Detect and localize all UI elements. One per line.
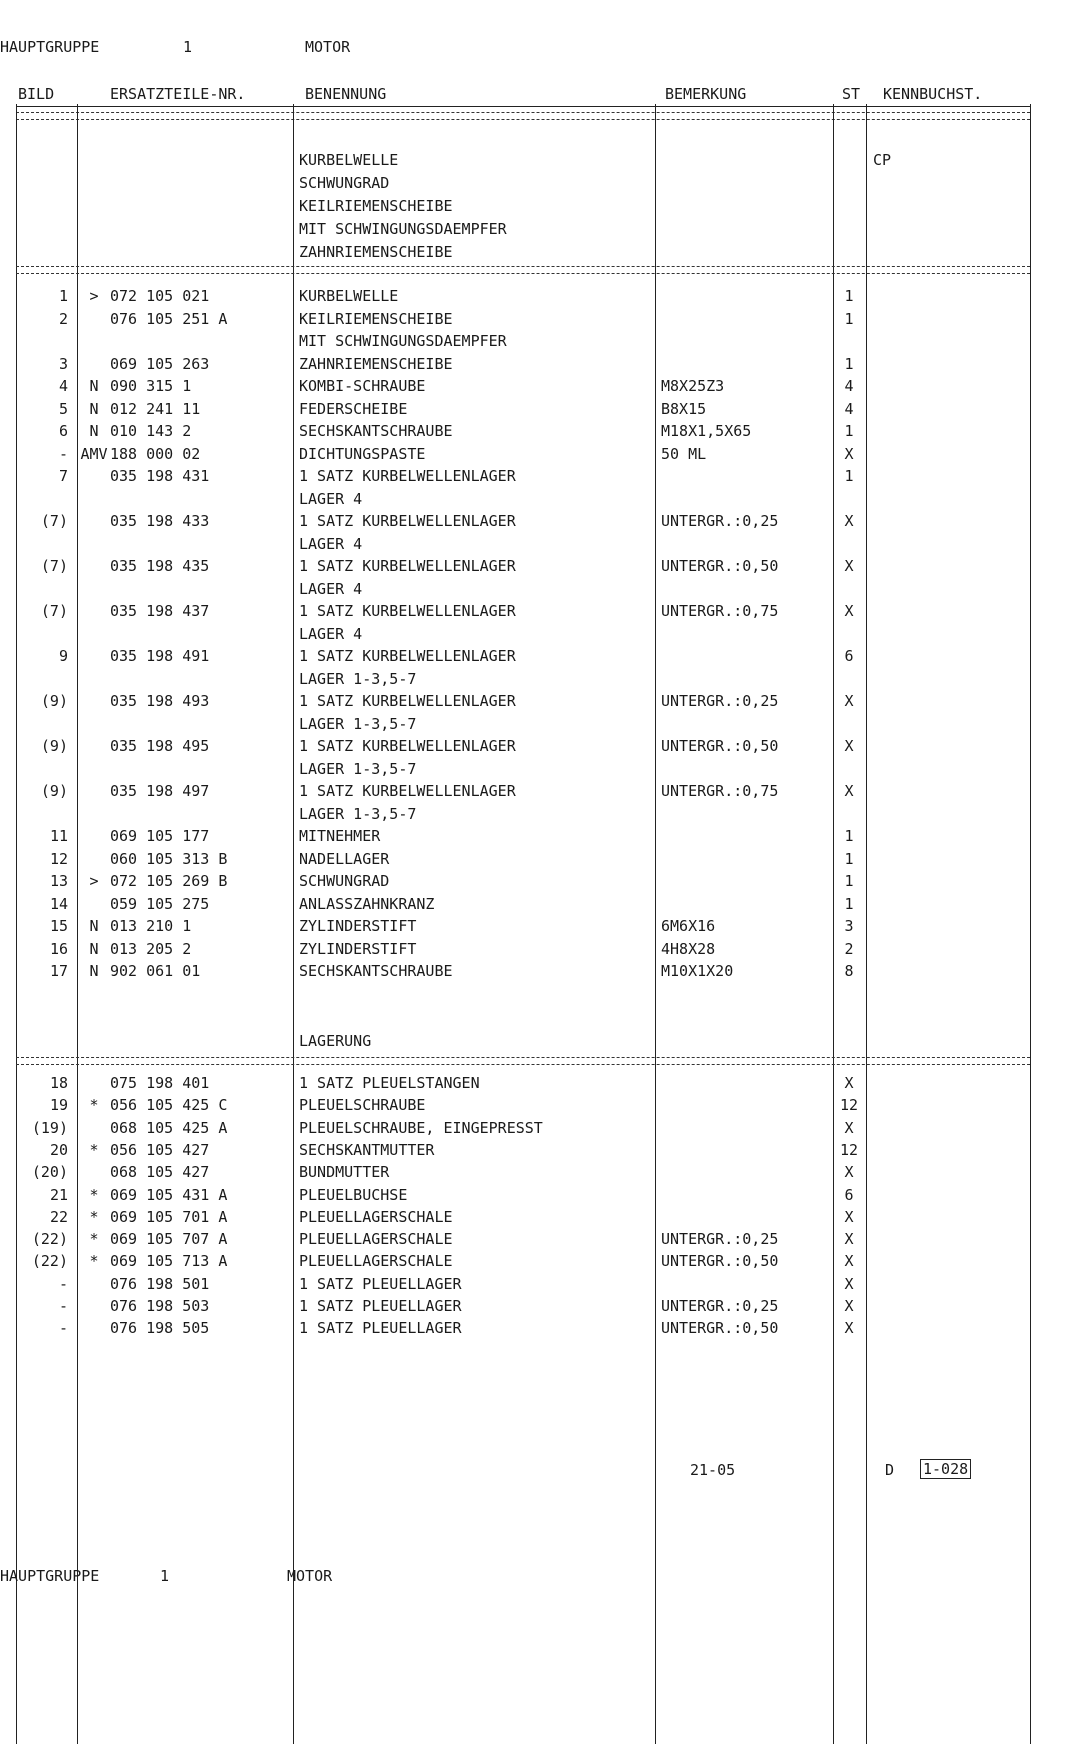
cell-st: 4 xyxy=(844,399,854,418)
cell-benennung: 1 SATZ KURBELWELLENLAGER xyxy=(299,602,516,620)
cell-benennung: LAGER 4 xyxy=(299,489,363,508)
cell-bild: (7) xyxy=(40,602,68,620)
cell-prefix xyxy=(80,534,108,554)
col-line-st xyxy=(866,104,867,1744)
cell-prefix xyxy=(80,736,108,756)
cell-prefix: N xyxy=(89,917,99,935)
cell-bemerkung: 6M6X16 xyxy=(661,917,716,935)
cell-st: X xyxy=(844,557,854,575)
cell-st: 6 xyxy=(844,1185,854,1204)
cell-bild: 1 xyxy=(58,287,68,305)
cell-benennung: 1 SATZ PLEUELLAGER xyxy=(299,1274,462,1293)
cell-st: X xyxy=(844,1319,854,1338)
cell-bild xyxy=(18,804,68,824)
cell-part-number: 035 198 491 xyxy=(110,647,210,665)
summary-item: KURBELWELLE xyxy=(299,151,399,169)
cell-st: X xyxy=(844,1118,854,1137)
cell-bild: 22 xyxy=(49,1207,68,1226)
cell-benennung: 1 SATZ KURBELWELLENLAGER xyxy=(299,512,516,530)
cell-bild: - xyxy=(58,1297,68,1315)
cell-bemerkung: M10X1X20 xyxy=(661,962,734,980)
cell-benennung: LAGER 4 xyxy=(299,534,363,553)
cell-bild: (20) xyxy=(31,1163,68,1182)
cell-prefix: * xyxy=(89,1096,99,1115)
col-header-ersatzteile: ERSATZTEILE-NR. xyxy=(110,85,246,103)
cell-benennung: MIT SCHWINGUNGSDAEMPFER xyxy=(299,332,507,350)
cell-part-number: 035 198 435 xyxy=(110,557,210,575)
cell-st: 1 xyxy=(844,827,854,845)
cell-st: 1 xyxy=(844,872,854,890)
cell-bild xyxy=(18,759,68,779)
cell-bemerkung: UNTERGR.:0,25 xyxy=(661,1230,779,1249)
col-line-bild xyxy=(77,104,78,1744)
cell-bild: 20 xyxy=(49,1140,68,1159)
cell-prefix xyxy=(80,826,108,846)
cell-benennung: ZYLINDERSTIFT xyxy=(299,917,417,935)
summary-kennbuchst: CP xyxy=(873,151,892,169)
cell-bild: 4 xyxy=(58,377,68,395)
cell-bild xyxy=(18,714,68,734)
cell-part-number: 068 105 427 xyxy=(110,1163,210,1182)
cell-prefix xyxy=(80,691,108,711)
cell-benennung: ZAHNRIEMENSCHEIBE xyxy=(299,354,453,373)
cell-part-number: 069 105 177 xyxy=(110,827,210,845)
cell-benennung: 1 SATZ KURBELWELLENLAGER xyxy=(299,737,516,755)
cell-bild xyxy=(18,331,68,351)
cell-bemerkung: UNTERGR.:0,50 xyxy=(661,737,779,755)
cell-bemerkung: M8X25Z3 xyxy=(661,377,725,395)
cell-st xyxy=(836,331,862,351)
cell-bemerkung: 50 ML xyxy=(661,444,707,463)
cell-part-number: 069 105 707 A xyxy=(110,1230,228,1249)
summary-item: ZAHNRIEMENSCHEIBE xyxy=(299,243,453,261)
cell-bemerkung: UNTERGR.:0,25 xyxy=(661,1297,779,1315)
cell-st: 1 xyxy=(844,467,854,485)
cell-part-number: 013 205 2 xyxy=(110,939,192,958)
cell-st xyxy=(836,624,862,644)
cell-benennung: 1 SATZ KURBELWELLENLAGER xyxy=(299,692,516,710)
cell-prefix xyxy=(80,1118,108,1138)
cell-bemerkung: UNTERGR.:0,50 xyxy=(661,1252,779,1271)
cell-bild xyxy=(18,669,68,689)
cell-part-number: 056 105 427 xyxy=(110,1140,210,1159)
header-rule xyxy=(16,106,1030,107)
cell-benennung: PLEUELSCHRAUBE, EINGEPRESST xyxy=(299,1118,543,1137)
cell-prefix: * xyxy=(89,1140,99,1159)
cell-bild: 21 xyxy=(49,1185,68,1204)
cell-bemerkung: UNTERGR.:0,75 xyxy=(661,602,779,620)
cell-benennung: KOMBI-SCHRAUBE xyxy=(299,377,426,395)
cell-prefix: * xyxy=(89,1252,99,1271)
cell-prefix xyxy=(80,759,108,779)
cell-part-number: 056 105 425 C xyxy=(110,1096,228,1115)
cell-part-number: 072 105 269 B xyxy=(110,872,228,890)
cell-benennung: 1 SATZ PLEUELLAGER xyxy=(299,1297,462,1315)
cell-bild: (7) xyxy=(40,512,68,530)
cell-part-number: 035 198 493 xyxy=(110,692,210,710)
cell-part-number: 069 105 713 A xyxy=(110,1252,228,1271)
cell-bild: - xyxy=(58,444,68,463)
cell-bild: (9) xyxy=(40,692,68,710)
cell-st: 6 xyxy=(844,647,854,665)
cell-prefix xyxy=(80,669,108,689)
cell-benennung: PLEUELBUCHSE xyxy=(299,1185,408,1204)
group-label: HAUPTGRUPPE xyxy=(0,38,100,56)
summary-item: SCHWUNGRAD xyxy=(299,174,390,192)
cell-prefix xyxy=(80,1162,108,1182)
cell-bild: (9) xyxy=(40,737,68,755)
cell-bild: 12 xyxy=(49,849,68,868)
cell-st xyxy=(836,714,862,734)
cell-bemerkung: UNTERGR.:0,50 xyxy=(661,557,779,575)
col-line-nr xyxy=(293,104,294,1744)
page-header xyxy=(0,38,99,56)
cell-bild xyxy=(18,624,68,644)
cell-benennung: 1 SATZ PLEUELLAGER xyxy=(299,1319,462,1338)
cell-st xyxy=(836,534,862,554)
cell-bild: 13 xyxy=(49,872,68,890)
cell-prefix: * xyxy=(89,1185,99,1204)
cell-st: 4 xyxy=(844,377,854,395)
cell-part-number: 069 105 701 A xyxy=(110,1207,228,1226)
cell-bemerkung: UNTERGR.:0,50 xyxy=(661,1319,779,1338)
cell-bild: 18 xyxy=(49,1074,68,1092)
cell-benennung: LAGER 1-3,5-7 xyxy=(299,669,417,688)
col-header-bild: BILD xyxy=(18,85,55,103)
cell-benennung: ANLASSZAHNKRANZ xyxy=(299,894,435,913)
cell-prefix: * xyxy=(89,1207,99,1226)
cell-part-number: 035 198 431 xyxy=(110,467,210,485)
col-header-st: ST xyxy=(842,85,861,103)
cell-prefix xyxy=(80,354,108,374)
cell-benennung: 1 SATZ KURBELWELLENLAGER xyxy=(299,467,516,485)
group-title: MOTOR xyxy=(305,38,351,56)
cell-benennung: PLEUELLAGERSCHALE xyxy=(299,1252,453,1271)
cell-prefix xyxy=(80,849,108,869)
cell-benennung: PLEUELLAGERSCHALE xyxy=(299,1207,453,1226)
cell-st: X xyxy=(844,1163,854,1182)
cell-bild: (19) xyxy=(31,1118,68,1137)
cell-benennung: 1 SATZ KURBELWELLENLAGER xyxy=(299,557,516,575)
footer-date: 21-05 xyxy=(690,1461,736,1479)
cell-bild xyxy=(18,534,68,554)
cell-part-number: 069 105 431 A xyxy=(110,1185,228,1204)
summary-item: MIT SCHWINGUNGSDAEMPFER xyxy=(299,220,507,238)
cell-prefix: * xyxy=(89,1230,99,1249)
cell-st: X xyxy=(844,737,854,755)
cell-prefix xyxy=(80,579,108,599)
cell-bemerkung: UNTERGR.:0,25 xyxy=(661,512,779,530)
cell-bild: (7) xyxy=(40,557,68,575)
cell-benennung: NADELLAGER xyxy=(299,849,390,868)
cell-bemerkung: UNTERGR.:0,75 xyxy=(661,782,779,800)
cell-prefix xyxy=(80,556,108,576)
cell-st: 1 xyxy=(844,849,854,868)
cell-bild: - xyxy=(58,1319,68,1338)
cell-st: X xyxy=(844,1297,854,1315)
cell-bild: 16 xyxy=(49,939,68,958)
cell-part-number: 188 000 02 xyxy=(110,444,201,463)
cell-part-number: 059 105 275 xyxy=(110,894,210,913)
cell-st: 1 xyxy=(844,309,854,328)
summary-item: KEILRIEMENSCHEIBE xyxy=(299,197,453,215)
cell-st: X xyxy=(844,1074,854,1092)
cell-benennung: LAGER 1-3,5-7 xyxy=(299,714,417,733)
cell-prefix xyxy=(80,714,108,734)
cell-st: 8 xyxy=(844,962,854,980)
cell-bild: 3 xyxy=(58,354,68,373)
cell-bild: 2 xyxy=(58,309,68,328)
cell-benennung: 1 SATZ PLEUELSTANGEN xyxy=(299,1074,480,1092)
cell-prefix: N xyxy=(89,939,99,958)
cell-st: X xyxy=(844,1252,854,1271)
next-group-number: 1 xyxy=(160,1567,170,1585)
cell-benennung: BUNDMUTTER xyxy=(299,1163,390,1182)
footer-sheet-id: 1-028 xyxy=(920,1459,971,1479)
cell-benennung: LAGER 4 xyxy=(299,624,363,643)
cell-prefix xyxy=(80,489,108,509)
group-number: 1 xyxy=(183,38,193,56)
header-double-rule xyxy=(16,112,1030,120)
cell-prefix: > xyxy=(89,872,99,890)
cell-st: X xyxy=(844,692,854,710)
cell-prefix xyxy=(80,1296,108,1316)
cell-st: X xyxy=(844,1274,854,1293)
cell-part-number: 068 105 425 A xyxy=(110,1118,228,1137)
cell-bild: 6 xyxy=(58,422,68,440)
cell-benennung: ZYLINDERSTIFT xyxy=(299,939,417,958)
cell-bemerkung: 4H8X28 xyxy=(661,939,716,958)
cell-benennung: LAGER 1-3,5-7 xyxy=(299,804,417,823)
cell-part-number: 072 105 021 xyxy=(110,287,210,305)
cell-part-number: 012 241 11 xyxy=(110,399,201,418)
cell-st: X xyxy=(844,444,854,463)
section-title-lagerung: LAGERUNG xyxy=(299,1032,372,1050)
cell-part-number: 035 198 433 xyxy=(110,512,210,530)
cell-benennung: PLEUELSCHRAUBE xyxy=(299,1096,426,1115)
cell-prefix xyxy=(80,1073,108,1093)
cell-part-number: 076 198 505 xyxy=(110,1319,210,1338)
cell-prefix: AMV xyxy=(80,444,108,463)
cell-prefix xyxy=(80,624,108,644)
cell-st: X xyxy=(844,512,854,530)
cell-prefix xyxy=(80,466,108,486)
col-header-kennbuchst: KENNBUCHST. xyxy=(883,85,983,103)
cell-benennung: SECHSKANTMUTTER xyxy=(299,1140,435,1159)
cell-benennung: FEDERSCHEIBE xyxy=(299,399,408,418)
cell-bild: 17 xyxy=(49,962,68,980)
cell-prefix xyxy=(80,781,108,801)
cell-st: X xyxy=(844,1207,854,1226)
cell-prefix: N xyxy=(89,399,99,418)
cell-bild: 7 xyxy=(58,467,68,485)
section1-rule xyxy=(16,266,1030,274)
footer-lang: D xyxy=(885,1461,895,1479)
cell-part-number: 060 105 313 B xyxy=(110,849,228,868)
cell-bild: 9 xyxy=(58,647,68,665)
cell-st xyxy=(836,669,862,689)
cell-st xyxy=(836,489,862,509)
cell-prefix: > xyxy=(89,287,99,305)
cell-part-number: 010 143 2 xyxy=(110,422,192,440)
cell-bild xyxy=(18,489,68,509)
next-group-label: HAUPTGRUPPE xyxy=(0,1567,100,1585)
next-group-title: MOTOR xyxy=(287,1567,333,1585)
cell-part-number: 035 198 497 xyxy=(110,782,210,800)
cell-st: 1 xyxy=(844,422,854,440)
cell-part-number: 013 210 1 xyxy=(110,917,192,935)
cell-st: 1 xyxy=(844,287,854,305)
cell-bild: (22) xyxy=(31,1230,68,1249)
cell-benennung: SECHSKANTSCHRAUBE xyxy=(299,962,453,980)
cell-benennung: 1 SATZ KURBELWELLENLAGER xyxy=(299,782,516,800)
col-line-benennung xyxy=(655,104,656,1744)
cell-prefix xyxy=(80,804,108,824)
cell-bild: (22) xyxy=(31,1252,68,1271)
cell-st xyxy=(836,804,862,824)
cell-st xyxy=(836,579,862,599)
cell-prefix: N xyxy=(89,422,99,440)
cell-benennung: LAGER 1-3,5-7 xyxy=(299,759,417,778)
cell-benennung: KEILRIEMENSCHEIBE xyxy=(299,309,453,328)
cell-prefix: N xyxy=(89,377,99,395)
cell-part-number: 076 198 501 xyxy=(110,1274,210,1293)
col-line-right xyxy=(1030,104,1031,1744)
cell-prefix xyxy=(80,309,108,329)
cell-part-number: 035 198 495 xyxy=(110,737,210,755)
cell-prefix xyxy=(80,1274,108,1294)
cell-benennung: KURBELWELLE xyxy=(299,287,399,305)
cell-st: 1 xyxy=(844,894,854,913)
cell-bild: 19 xyxy=(49,1096,68,1115)
cell-st: 12 xyxy=(839,1096,859,1115)
cell-prefix xyxy=(80,646,108,666)
cell-benennung: LAGER 4 xyxy=(299,579,363,598)
cell-bild: 15 xyxy=(49,917,68,935)
cell-part-number: 076 105 251 A xyxy=(110,309,228,328)
cell-part-number: 090 315 1 xyxy=(110,377,192,395)
cell-benennung: SCHWUNGRAD xyxy=(299,872,390,890)
cell-st: X xyxy=(844,1230,854,1249)
cell-st: X xyxy=(844,602,854,620)
cell-prefix xyxy=(80,331,108,351)
cell-benennung: PLEUELLAGERSCHALE xyxy=(299,1230,453,1249)
col-line-left xyxy=(16,104,17,1744)
cell-benennung: DICHTUNGSPASTE xyxy=(299,444,426,463)
cell-bild: 11 xyxy=(49,827,68,845)
cell-st: 1 xyxy=(844,354,854,373)
col-header-bemerkung: BEMERKUNG xyxy=(665,85,747,103)
cell-part-number: 076 198 503 xyxy=(110,1297,210,1315)
cell-part-number: 069 105 263 xyxy=(110,354,210,373)
cell-bild: (9) xyxy=(40,782,68,800)
cell-st: X xyxy=(844,782,854,800)
cell-part-number: 902 061 01 xyxy=(110,962,201,980)
cell-bild: 5 xyxy=(58,399,68,418)
cell-prefix xyxy=(80,894,108,914)
cell-bild: 14 xyxy=(49,894,68,913)
cell-benennung: 1 SATZ KURBELWELLENLAGER xyxy=(299,647,516,665)
cell-st: 2 xyxy=(844,939,854,958)
col-header-benennung: BENENNUNG xyxy=(305,85,387,103)
cell-bild: - xyxy=(58,1274,68,1293)
cell-bemerkung: B8X15 xyxy=(661,399,707,418)
cell-prefix xyxy=(80,601,108,621)
cell-prefix: N xyxy=(89,962,99,980)
cell-st: 3 xyxy=(844,917,854,935)
cell-bemerkung: M18X1,5X65 xyxy=(661,422,752,440)
col-line-bemerkung xyxy=(833,104,834,1744)
section2-rule xyxy=(16,1057,1030,1065)
cell-st: 12 xyxy=(839,1140,859,1159)
cell-part-number: 075 198 401 xyxy=(110,1074,210,1092)
cell-benennung: MITNEHMER xyxy=(299,827,381,845)
cell-bemerkung: UNTERGR.:0,25 xyxy=(661,692,779,710)
cell-benennung: SECHSKANTSCHRAUBE xyxy=(299,422,453,440)
cell-prefix xyxy=(80,1318,108,1338)
cell-part-number: 035 198 437 xyxy=(110,602,210,620)
cell-st xyxy=(836,759,862,779)
cell-bild xyxy=(18,579,68,599)
cell-prefix xyxy=(80,511,108,531)
